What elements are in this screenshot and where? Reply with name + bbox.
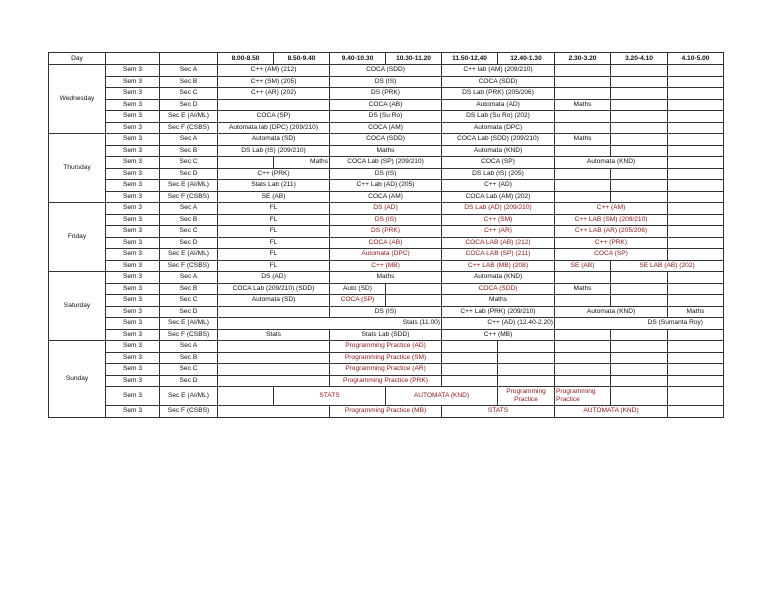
empty-cell — [555, 352, 611, 364]
class-cell: DS Lab (Su Ro) (202) — [442, 111, 555, 123]
table-row — [49, 226, 724, 238]
table-row — [49, 111, 724, 123]
day-label-saturday: Saturday — [49, 272, 106, 341]
slot-header: 10.30-11.20 — [386, 53, 442, 65]
class-cell: COCA (SP) — [442, 157, 555, 169]
sem-cell: Sem 3 — [106, 134, 160, 146]
sem-cell: Sem 3 — [106, 352, 160, 364]
sem-cell: Sem 3 — [106, 168, 160, 180]
section-cell: Sec D — [160, 306, 218, 318]
section-cell: Sec D — [160, 99, 218, 111]
section-cell: Sec E (AI/ML) — [160, 249, 218, 261]
empty-cell — [611, 329, 668, 341]
class-cell: STATS — [274, 387, 386, 406]
class-cell: C++ (AM) — [555, 203, 668, 215]
class-cell: Automata (DPC) — [330, 249, 442, 261]
empty-cell — [611, 341, 668, 353]
class-cell: C++ (AR) — [442, 226, 555, 238]
class-cell: Automata (SD) — [218, 134, 330, 146]
table-row — [49, 341, 724, 353]
class-cell: Programming Practice (SM) — [330, 352, 442, 364]
class-cell: C++ Lab (AD) (205) — [330, 180, 442, 192]
empty-cell — [218, 157, 274, 169]
table-row — [49, 387, 724, 406]
class-cell: FL — [218, 214, 330, 226]
class-cell: Maths — [330, 145, 442, 157]
class-cell: COCA Lab (SDD) (209/210) — [442, 134, 555, 146]
slot-header: 2.30-3.20 — [555, 53, 611, 65]
sem-cell: Sem 3 — [106, 341, 160, 353]
section-cell: Sec C — [160, 364, 218, 376]
table-row — [49, 99, 724, 111]
table-row — [49, 157, 724, 169]
section-cell: Sec D — [160, 168, 218, 180]
empty-cell — [386, 295, 442, 307]
class-cell: DS Lab (IS) (209/210) — [218, 145, 330, 157]
table-row — [49, 214, 724, 226]
empty-cell — [611, 111, 668, 123]
section-cell: Sec A — [160, 134, 218, 146]
section-cell: Sec F (CSBS) — [160, 122, 218, 134]
table-row — [49, 180, 724, 192]
class-cell: C++ (MB) — [330, 260, 442, 272]
sem-cell: Sem 3 — [106, 191, 160, 203]
empty-cell — [668, 168, 724, 180]
class-cell: Programming Practice (AD) — [330, 341, 442, 353]
class-cell: C++ (PRK) — [555, 237, 668, 249]
table-row — [49, 76, 724, 88]
section-cell: Sec D — [160, 237, 218, 249]
empty-cell — [442, 364, 498, 376]
section-cell: Sec E (AI/ML) — [160, 111, 218, 123]
class-cell: COCA (SDD) — [442, 76, 555, 88]
empty-cell — [668, 99, 724, 111]
class-cell: Programming Practice (MB) — [330, 406, 442, 418]
class-cell: SE (AB) — [555, 260, 611, 272]
section-cell: Sec D — [160, 375, 218, 387]
class-cell: C++ (PRK) — [218, 168, 330, 180]
class-cell: C++ LAB (MB) (208) — [442, 260, 555, 272]
slot-header: 8.50-9.40 — [274, 53, 330, 65]
empty-cell — [498, 352, 555, 364]
class-cell: STATS — [442, 406, 555, 418]
class-cell: Auto (SD) — [330, 283, 386, 295]
sem-cell: Sem 3 — [106, 406, 160, 418]
empty-cell — [668, 180, 724, 192]
class-cell: Automata (KND) — [442, 272, 555, 284]
section-cell: Sec E (AI/ML) — [160, 387, 218, 406]
section-cell: Sec F (CSBS) — [160, 329, 218, 341]
section-cell: Sec B — [160, 76, 218, 88]
empty-cell — [555, 65, 611, 77]
sem-cell: Sem 3 — [106, 318, 160, 330]
class-cell: C++ (AM) (212) — [218, 65, 330, 77]
slot-header: 3.20-4.10 — [611, 53, 668, 65]
empty-cell — [555, 295, 611, 307]
table-row — [49, 283, 724, 295]
class-cell: COCA (AB) — [330, 237, 442, 249]
class-cell: Programming Practice (AR) — [330, 364, 442, 376]
class-cell: SE LAB (AB) (202) — [611, 260, 724, 272]
class-cell: COCA (AB) — [330, 99, 442, 111]
slot-header: 12.40-1.30 — [498, 53, 555, 65]
class-cell: COCA (SDD) — [330, 134, 442, 146]
empty-cell — [611, 145, 668, 157]
section-cell: Sec E (AI/ML) — [160, 180, 218, 192]
table-row — [49, 237, 724, 249]
empty-cell — [555, 375, 611, 387]
empty-cell — [668, 364, 724, 376]
empty-cell — [555, 145, 611, 157]
table-row — [49, 364, 724, 376]
empty-cell — [498, 375, 555, 387]
day-label-sunday: Sunday — [49, 341, 106, 418]
class-cell: C++ LAB (AR) (205/206) — [555, 226, 668, 238]
empty-cell — [555, 272, 611, 284]
empty-cell — [668, 157, 724, 169]
empty-cell — [668, 145, 724, 157]
empty-cell — [218, 99, 330, 111]
sem-cell: Sem 3 — [106, 364, 160, 376]
class-cell: COCA Lab (AM) (202) — [442, 191, 555, 203]
sem-cell: Sem 3 — [106, 260, 160, 272]
empty-cell — [555, 341, 611, 353]
class-cell: Automata (AD) — [442, 99, 555, 111]
table-row — [49, 329, 724, 341]
sem-cell: Sem 3 — [106, 122, 160, 134]
section-cell: Sec C — [160, 88, 218, 100]
class-cell: FL — [218, 226, 330, 238]
table-row — [49, 260, 724, 272]
empty-cell — [442, 375, 498, 387]
empty-cell — [611, 76, 668, 88]
empty-cell — [668, 341, 724, 353]
section-cell: Sec B — [160, 283, 218, 295]
empty-cell — [611, 364, 668, 376]
section-cell: Sec C — [160, 157, 218, 169]
empty-cell — [218, 341, 330, 353]
empty-cell — [218, 364, 330, 376]
empty-cell — [611, 375, 668, 387]
class-cell: COCA LAB (AB) (212) — [442, 237, 555, 249]
class-cell: DS (IS) — [330, 168, 442, 180]
table-row — [49, 145, 724, 157]
class-cell: Automata lab (DPC) (209/210) — [218, 122, 330, 134]
empty-cell — [442, 352, 498, 364]
sem-cell: Sem 3 — [106, 295, 160, 307]
table-row — [49, 318, 724, 330]
empty-cell — [218, 306, 330, 318]
slot-header: 11.50-12.40 — [442, 53, 498, 65]
table-row — [49, 306, 724, 318]
sem-header — [106, 53, 160, 65]
section-cell: Sec C — [160, 295, 218, 307]
slot-header: 4.10-5.00 — [668, 53, 724, 65]
slot-header: 9.40-10.30 — [330, 53, 386, 65]
class-cell: C++ (AD) (12.40-2.20) — [442, 318, 555, 330]
table-row — [49, 375, 724, 387]
class-cell: DS (Sumanta Roy) — [555, 318, 724, 330]
class-cell: C++ (MB) — [442, 329, 555, 341]
empty-cell — [668, 191, 724, 203]
empty-cell — [611, 88, 668, 100]
empty-cell — [611, 352, 668, 364]
table-row — [49, 65, 724, 77]
day-label-friday: Friday — [49, 203, 106, 272]
empty-cell — [555, 88, 611, 100]
class-cell: Maths — [555, 99, 611, 111]
empty-cell — [555, 122, 611, 134]
sem-cell: Sem 3 — [106, 157, 160, 169]
empty-cell — [668, 226, 724, 238]
class-cell: COCA (SDD) — [330, 65, 442, 77]
class-cell: DS (IS) — [330, 214, 442, 226]
empty-cell — [668, 329, 724, 341]
empty-cell — [668, 406, 724, 418]
class-cell: C++ (AR) (202) — [218, 88, 330, 100]
class-cell: COCA (SP) — [555, 249, 668, 261]
empty-cell — [611, 122, 668, 134]
class-cell: Automata (KND) — [442, 145, 555, 157]
day-label-wednesday: Wednesday — [49, 65, 106, 134]
section-cell: Sec B — [160, 214, 218, 226]
timetable — [48, 52, 724, 418]
empty-cell — [498, 341, 555, 353]
empty-cell — [611, 387, 668, 406]
empty-cell — [668, 76, 724, 88]
empty-cell — [218, 406, 330, 418]
empty-cell — [555, 168, 611, 180]
table-row — [49, 203, 724, 215]
empty-cell — [611, 283, 668, 295]
class-cell: Maths — [330, 272, 442, 284]
section-cell: Sec B — [160, 145, 218, 157]
sem-cell: Sem 3 — [106, 99, 160, 111]
class-cell: Stats (11.00) — [218, 318, 442, 330]
section-cell: Sec C — [160, 226, 218, 238]
sem-cell: Sem 3 — [106, 180, 160, 192]
class-cell: COCA (SDD) — [442, 283, 555, 295]
empty-cell — [611, 295, 668, 307]
class-cell: DS (AD) — [330, 203, 442, 215]
table-row — [49, 406, 724, 418]
class-cell: Maths — [555, 134, 611, 146]
class-cell: C++ lab (AM) (209/210) — [442, 65, 555, 77]
empty-cell — [611, 191, 668, 203]
sem-cell: Sem 3 — [106, 145, 160, 157]
section-cell: Sec F (CSBS) — [160, 260, 218, 272]
slot-header: 8.00-8.50 — [218, 53, 274, 65]
section-cell: Sec A — [160, 341, 218, 353]
class-cell: DS Lab (IS) (205) — [442, 168, 555, 180]
class-cell: DS Lab (PRK) (205/206) — [442, 88, 555, 100]
empty-cell — [555, 180, 611, 192]
class-cell: COCA Lab (SP) (209/210) — [330, 157, 442, 169]
section-cell: Sec A — [160, 272, 218, 284]
class-cell: FL — [218, 249, 330, 261]
empty-cell — [668, 249, 724, 261]
class-cell: C++ (SM) — [442, 214, 555, 226]
table-row — [49, 191, 724, 203]
class-cell: COCA LAB (SP) (211) — [442, 249, 555, 261]
class-cell: DS (PRK) — [330, 88, 442, 100]
empty-cell — [442, 341, 498, 353]
empty-cell — [218, 387, 274, 406]
class-cell: Maths — [442, 295, 555, 307]
sem-cell: Sem 3 — [106, 272, 160, 284]
header-row — [49, 53, 724, 65]
empty-cell — [611, 99, 668, 111]
empty-cell — [555, 329, 611, 341]
class-cell: DS (AD) — [218, 272, 330, 284]
empty-cell — [555, 76, 611, 88]
class-cell: Programming Practice (PRK) — [330, 375, 442, 387]
empty-cell — [668, 237, 724, 249]
section-cell: Sec A — [160, 65, 218, 77]
empty-cell — [218, 352, 330, 364]
empty-cell — [668, 111, 724, 123]
class-cell: DS Lab (AD) (209/210) — [442, 203, 555, 215]
class-cell: DS (IS) — [330, 76, 442, 88]
empty-cell — [668, 352, 724, 364]
class-cell: FL — [218, 203, 330, 215]
sem-cell: Sem 3 — [106, 76, 160, 88]
sem-cell: Sem 3 — [106, 214, 160, 226]
sec-header — [160, 53, 218, 65]
empty-cell — [668, 387, 724, 406]
class-cell: AUTOMATA (KND) — [555, 406, 668, 418]
empty-cell — [668, 88, 724, 100]
sem-cell: Sem 3 — [106, 88, 160, 100]
class-cell: Maths — [555, 283, 611, 295]
empty-cell — [668, 214, 724, 226]
sem-cell: Sem 3 — [106, 329, 160, 341]
class-cell: C++ Lab (PRK) (209/210) — [442, 306, 555, 318]
sem-cell: Sem 3 — [106, 226, 160, 238]
table-row — [49, 295, 724, 307]
empty-cell — [611, 168, 668, 180]
class-cell: COCA (SP) — [330, 295, 386, 307]
empty-cell — [668, 272, 724, 284]
class-cell: Automata (KND) — [555, 157, 668, 169]
empty-cell — [386, 283, 442, 295]
empty-cell — [218, 375, 330, 387]
empty-cell — [668, 203, 724, 215]
class-cell: SE (AB) — [218, 191, 330, 203]
empty-cell — [611, 134, 668, 146]
class-cell: COCA (AM) — [330, 191, 442, 203]
class-cell: Maths — [274, 157, 330, 169]
empty-cell — [555, 364, 611, 376]
section-cell: Sec E (AI/ML) — [160, 318, 218, 330]
class-cell: AUTOMATA (KND) — [386, 387, 498, 406]
class-cell: Programming Practice — [555, 387, 611, 406]
table-row — [49, 168, 724, 180]
table-row — [49, 272, 724, 284]
empty-cell — [555, 111, 611, 123]
class-cell: C++ LAB (SM) (209/210) — [555, 214, 668, 226]
empty-cell — [668, 295, 724, 307]
section-cell: Sec B — [160, 352, 218, 364]
table-row — [49, 88, 724, 100]
empty-cell — [498, 364, 555, 376]
empty-cell — [668, 122, 724, 134]
day-label-thursday: Thursday — [49, 134, 106, 203]
class-cell: DS (IS) — [330, 306, 442, 318]
class-cell: Automata (SD) — [218, 295, 330, 307]
class-cell: FL — [218, 260, 330, 272]
sem-cell: Sem 3 — [106, 203, 160, 215]
sem-cell: Sem 3 — [106, 375, 160, 387]
empty-cell — [668, 134, 724, 146]
sem-cell: Sem 3 — [106, 249, 160, 261]
section-cell: Sec F (CSBS) — [160, 406, 218, 418]
class-cell: Stats Lab (211) — [218, 180, 330, 192]
class-cell: COCA (SP) — [218, 111, 330, 123]
table-row — [49, 134, 724, 146]
class-cell: Programming Practice — [498, 387, 555, 406]
section-cell: Sec F (CSBS) — [160, 191, 218, 203]
empty-cell — [668, 283, 724, 295]
sem-cell: Sem 3 — [106, 111, 160, 123]
sem-cell: Sem 3 — [106, 283, 160, 295]
sem-cell: Sem 3 — [106, 306, 160, 318]
empty-cell — [668, 375, 724, 387]
table-row — [49, 249, 724, 261]
empty-cell — [611, 272, 668, 284]
class-cell: Automata (DPC) — [442, 122, 555, 134]
class-cell: Automata (KND) — [555, 306, 668, 318]
table-row — [49, 352, 724, 364]
class-cell: Maths — [668, 306, 724, 318]
class-cell: Stats Lab (SDD) — [330, 329, 442, 341]
sem-cell: Sem 3 — [106, 237, 160, 249]
empty-cell — [668, 65, 724, 77]
section-cell: Sec A — [160, 203, 218, 215]
class-cell: C++ (AD) — [442, 180, 555, 192]
class-cell: FL — [218, 237, 330, 249]
class-cell: COCA (AM) — [330, 122, 442, 134]
table-row — [49, 122, 724, 134]
day-header: Day — [49, 53, 106, 65]
class-cell: COCA Lab (209/210) (SDD) — [218, 283, 330, 295]
class-cell: DS (Su Ro) — [330, 111, 442, 123]
empty-cell — [555, 191, 611, 203]
class-cell: C++ (SM) (205) — [218, 76, 330, 88]
class-cell: DS (PRK) — [330, 226, 442, 238]
class-cell: Stats — [218, 329, 330, 341]
sem-cell: Sem 3 — [106, 65, 160, 77]
empty-cell — [611, 180, 668, 192]
sem-cell: Sem 3 — [106, 387, 160, 406]
empty-cell — [611, 65, 668, 77]
